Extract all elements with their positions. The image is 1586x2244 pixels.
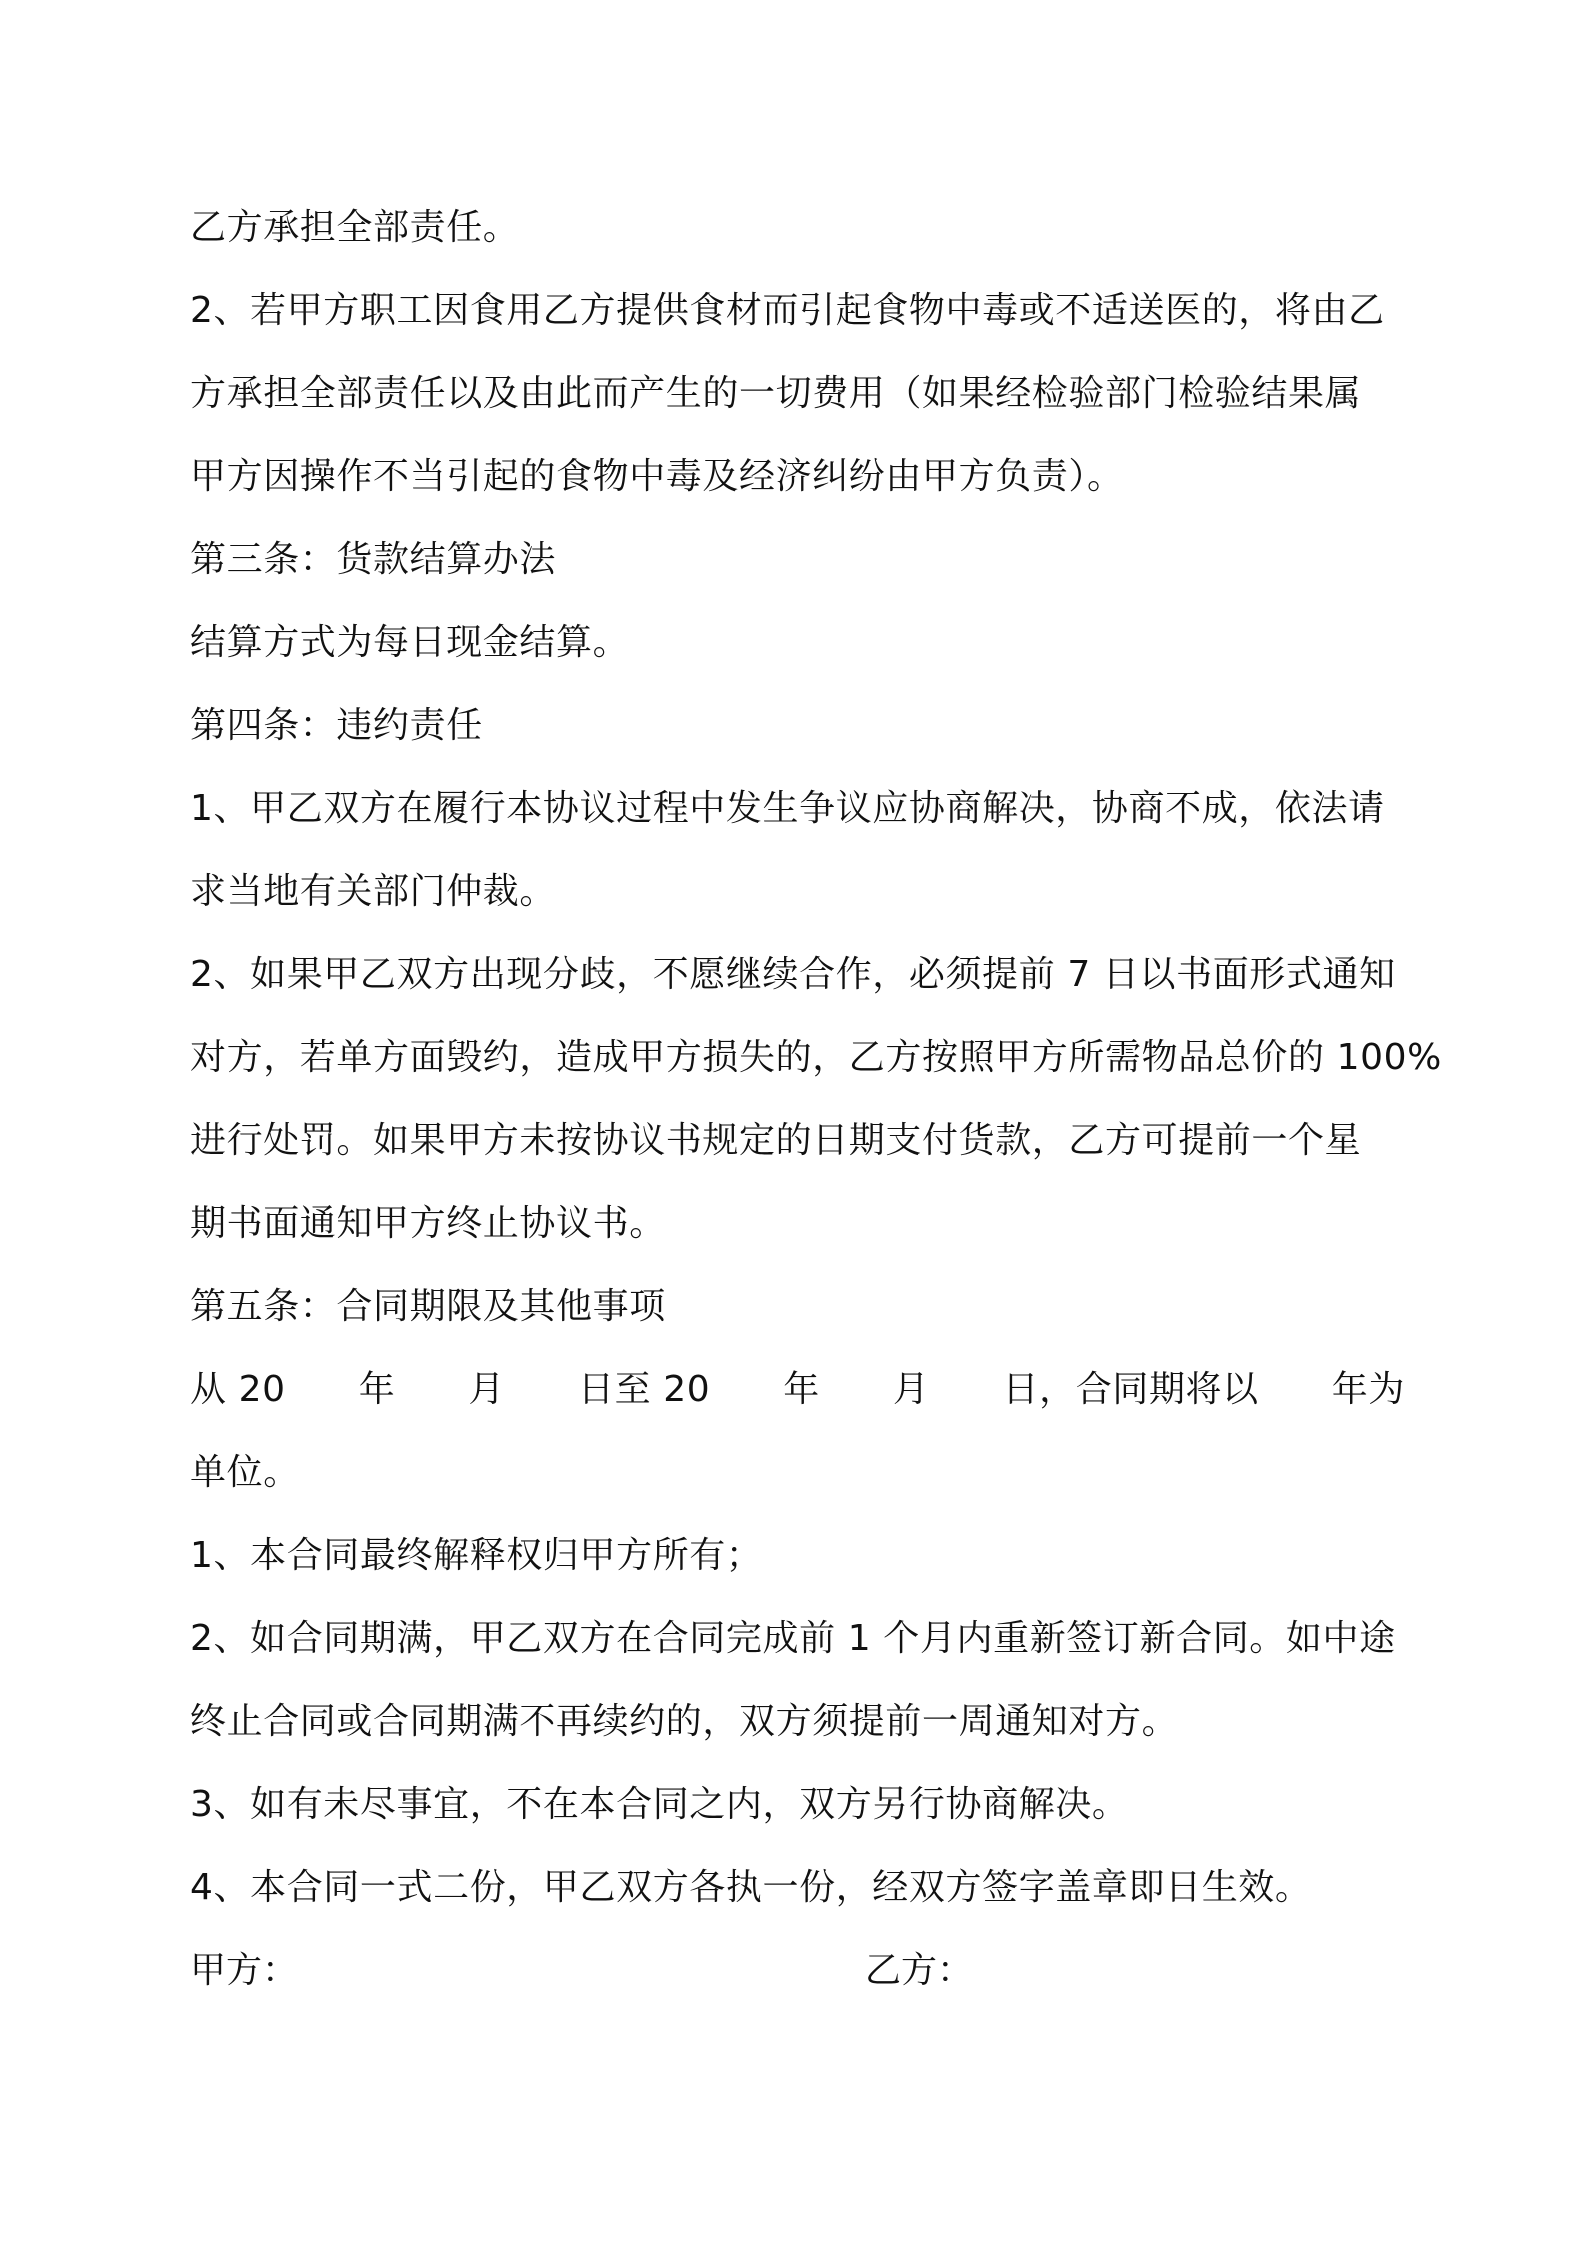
section-heading: 第五条：合同期限及其他事项 [190,1286,666,1327]
text-line: 1、本合同最终解释权归甲方所有； [190,1535,763,1576]
text-line: 1、甲乙双方在履行本协议过程中发生争议应协商解决，协商不成，依法请 [190,788,1385,829]
text-line: 求当地有关部门仲裁。 [190,871,557,912]
text-line: 4、本合同一式二份，甲乙双方各执一份，经双方签字盖章即日生效。 [190,1867,1312,1908]
term-part: 日，合同期将以 [1002,1369,1259,1410]
text-line: 甲方因操作不当引起的食物中毒及经济纠纷由甲方负责）。 [190,456,1124,497]
text-line: 乙方承担全部责任。 [190,207,520,248]
text-line: 单位。 [190,1452,300,1493]
term-part: 年 [358,1369,396,1410]
section-heading: 第三条：货款结算办法 [190,539,557,580]
text-line: 终止合同或合同期满不再续约的，双方须提前一周通知对方。 [190,1701,1179,1742]
text-line: 2、如果甲乙双方出现分歧，不愿继续合作，必须提前 7 日以书面形式通知 [190,954,1396,995]
text-line: 方承担全部责任以及由此而产生的一切费用（如果经检验部门检验结果属 [190,373,1362,414]
term-part: 年为 [1331,1369,1405,1410]
term-part: 月 [892,1369,930,1410]
text-line: 2、如合同期满，甲乙双方在合同完成前 1 个月内重新签订新合同。如中途 [190,1618,1396,1659]
section-heading: 第四条：违约责任 [190,705,483,746]
term-part: 日至 20 [577,1369,711,1410]
contract-term-line [190,1365,1405,1415]
party-a-signature-label: 甲方： [190,1950,299,1991]
text-line: 2、若甲方职工因食用乙方提供食材而引起食物中毒或不适送医的，将由乙 [190,290,1385,331]
party-b-signature-label: 乙方： [865,1950,974,1991]
text-line: 结算方式为每日现金结算。 [190,622,630,663]
term-part: 年 [783,1369,820,1410]
term-part: 月 [468,1369,505,1410]
text-line: 期书面通知甲方终止协议书。 [190,1203,666,1244]
text-line: 3、如有未尽事宜，不在本合同之内，双方另行协商解决。 [190,1784,1129,1825]
text-line: 对方，若单方面毁约，造成甲方损失的，乙方按照甲方所需物品总价的 100% [190,1037,1442,1078]
text-line: 进行处罚。如果甲方未按协议书规定的日期支付货款，乙方可提前一个星 [190,1120,1362,1161]
term-part: 从 20 [190,1369,286,1410]
